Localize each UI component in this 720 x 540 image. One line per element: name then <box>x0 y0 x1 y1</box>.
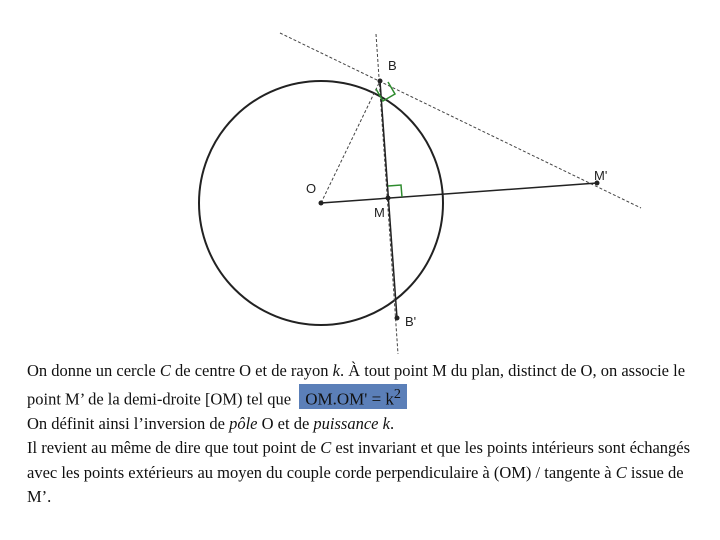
right-angle-b <box>376 82 395 101</box>
label-m-prime: M' <box>594 168 608 183</box>
point-m <box>386 196 391 201</box>
label-o: O <box>306 181 317 196</box>
ray-om-prime <box>321 183 597 203</box>
tangent-line <box>280 33 641 208</box>
paragraph-equivalence: Il revient au même de dire que tout point de C est invariant et que les points intérieurs sont échangés avec les points extérieurs au moyen du couple corde perpendiculaire à (OM) / tangente à C issue de M’. <box>27 438 691 507</box>
segment-ob <box>321 81 380 203</box>
point-o <box>319 201 324 206</box>
paragraph-definition: On donne un cercle C de centre O et de rayon k. À tout point M du plan, distinct de O, on associe le point M’ de la demi-droite [OM) tel que $OM.OM' = k^2$ <box>27 361 686 409</box>
label-b-prime: B' <box>405 314 417 329</box>
paragraph-inversion: On définit ainsi l’inversion de pôle O et de puissance k. <box>27 413 395 433</box>
point-b <box>378 79 383 84</box>
text-block <box>27 359 697 510</box>
formula-box: $OM.OM' = k^2$ <box>299 384 407 410</box>
label-m: M <box>374 205 385 220</box>
right-angle-m <box>388 185 402 197</box>
label-b: B <box>388 58 397 73</box>
point-b-prime <box>395 316 400 321</box>
